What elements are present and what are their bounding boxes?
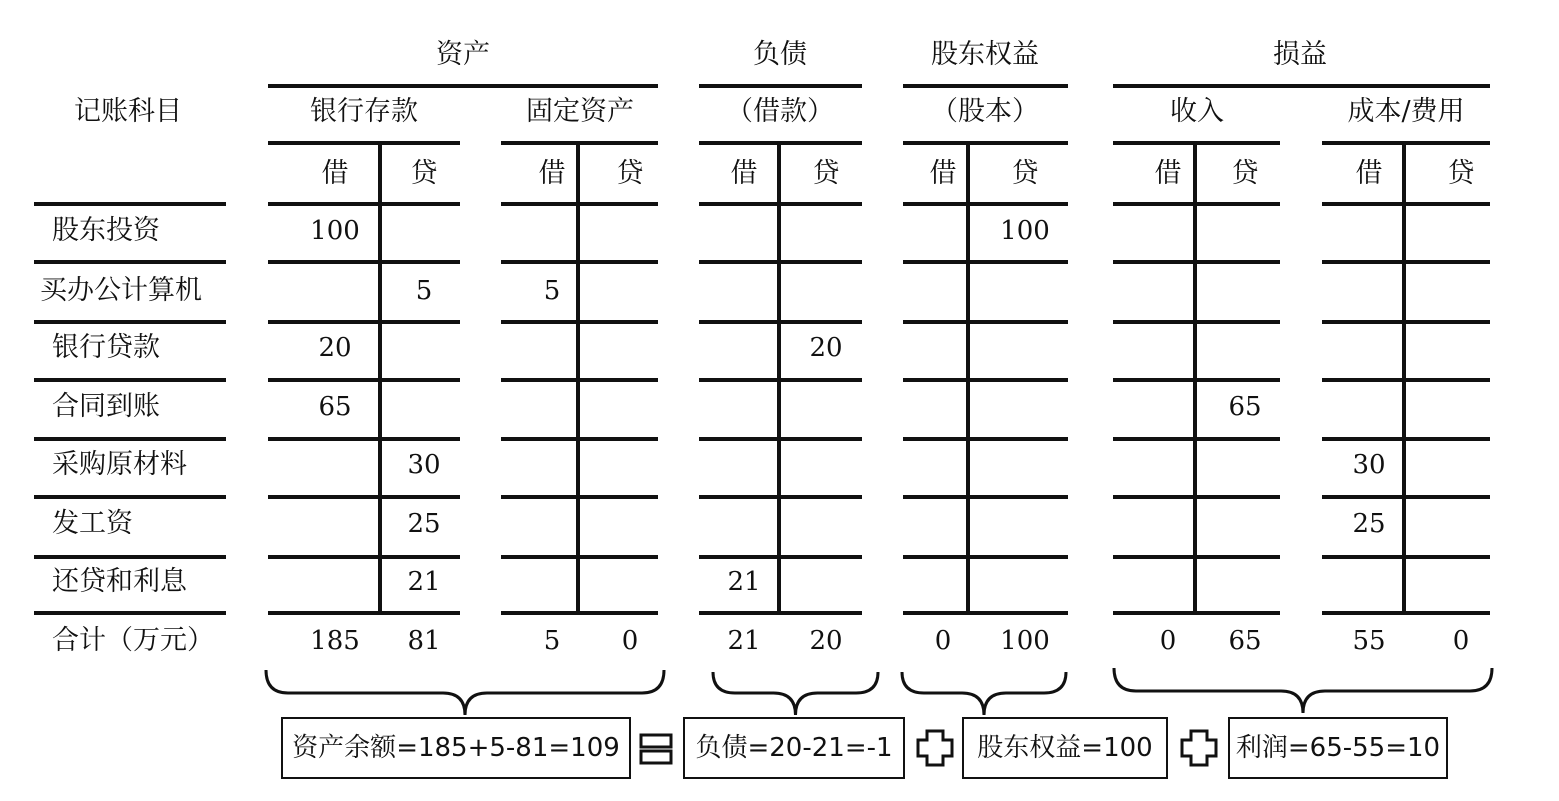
row-rule: [903, 260, 1068, 264]
row-rule: [903, 495, 1068, 499]
equation-box: [1228, 717, 1448, 779]
equation-label: 利润: [1235, 733, 1288, 763]
equation-formula: =100: [1081, 733, 1153, 763]
row-rule: [34, 202, 226, 206]
brace-equity: [902, 672, 1066, 715]
equals-icon: [641, 735, 671, 763]
total-value: 0: [1159, 626, 1177, 656]
cell-value: 25: [407, 509, 441, 539]
brace-liabilities: [713, 672, 878, 715]
row-rule: [1322, 260, 1490, 264]
debit-credit-divider: [576, 143, 580, 613]
cell-value: 20: [318, 333, 352, 363]
cell-value: 20: [809, 333, 843, 363]
sub-account-header: （股本）: [931, 96, 1039, 127]
debit-credit-divider: [777, 143, 781, 613]
equation-formula: =65-55=10: [1287, 733, 1441, 763]
row-rule: [34, 555, 226, 559]
row-rule: [268, 555, 460, 559]
row-rule: [903, 320, 1068, 324]
row-rule: [1322, 495, 1490, 499]
row-header-label: 记账科目: [74, 96, 182, 127]
row-rule: [268, 202, 460, 206]
totals-label: 合计（万元）: [52, 625, 214, 656]
group-rule-liabilities: [699, 84, 862, 88]
subheader-rule: [268, 141, 460, 145]
row-rule: [268, 320, 460, 324]
credit-header: 贷: [1447, 158, 1475, 189]
row-rule: [903, 437, 1068, 441]
debit-header: 借: [929, 158, 957, 189]
debit-header: 借: [321, 158, 349, 189]
row-rule: [34, 260, 226, 264]
debit-header: 借: [730, 158, 758, 189]
row-rule: [268, 495, 460, 499]
row-rule: [1322, 555, 1490, 559]
row-rule: [903, 555, 1068, 559]
row-rule: [34, 320, 226, 324]
sub-account-header: （借款）: [726, 96, 834, 127]
cell-value: 5: [415, 276, 433, 306]
row-rule: [903, 611, 1068, 615]
equation-box: [962, 717, 1168, 779]
equation-box: [683, 717, 905, 779]
row-label: 银行贷款: [52, 332, 160, 363]
cell-value: 30: [407, 450, 441, 480]
total-value: 20: [809, 626, 843, 656]
row-label: 股东投资: [52, 215, 160, 246]
plus-icon: [918, 731, 952, 765]
credit-header: 贷: [812, 158, 840, 189]
row-rule: [34, 611, 226, 615]
row-label: 买办公计算机: [40, 275, 202, 306]
cell-value: 65: [1228, 392, 1262, 422]
group-header: 资产: [436, 39, 490, 70]
sub-account-header: 成本/费用: [1347, 96, 1465, 127]
row-rule: [1322, 202, 1490, 206]
group-rule-equity: [903, 84, 1068, 88]
subheader-rule: [1322, 141, 1490, 145]
total-value: 0: [934, 626, 952, 656]
row-rule: [1322, 320, 1490, 324]
total-value: 185: [310, 626, 360, 656]
cell-value: 25: [1352, 509, 1386, 539]
total-value: 65: [1228, 626, 1262, 656]
row-label: 还贷和利息: [52, 566, 187, 597]
row-rule: [268, 378, 460, 382]
cell-value: 21: [407, 567, 441, 597]
debit-credit-divider: [378, 143, 382, 613]
credit-header: 贷: [410, 158, 438, 189]
credit-header: 贷: [1231, 158, 1259, 189]
debit-credit-divider: [966, 143, 970, 613]
equation-box: [281, 717, 631, 779]
total-value: 100: [1000, 626, 1050, 656]
sub-account-header: 收入: [1170, 96, 1224, 127]
row-rule: [1322, 378, 1490, 382]
cell-value: 5: [543, 276, 561, 306]
row-rule: [34, 495, 226, 499]
group-header: 股东权益: [931, 39, 1039, 70]
group-rule-assets: [268, 84, 658, 88]
equation-label: 负债: [695, 733, 748, 763]
cell-value: 21: [727, 567, 761, 597]
cell-value: 65: [318, 392, 352, 422]
debit-header: 借: [1154, 158, 1182, 189]
row-rule: [268, 611, 460, 615]
total-value: 21: [727, 626, 761, 656]
plus-icon: [1182, 731, 1216, 765]
row-label: 合同到账: [52, 391, 160, 422]
group-rule-pnl: [1113, 84, 1490, 88]
brace-assets: [266, 670, 664, 715]
debit-header: 借: [538, 158, 566, 189]
row-rule: [268, 437, 460, 441]
row-rule: [268, 260, 460, 264]
cell-value: 100: [310, 216, 360, 246]
row-rule: [1322, 611, 1490, 615]
sub-account-header: 银行存款: [310, 96, 418, 127]
row-label: 发工资: [52, 508, 133, 539]
debit-header: 借: [1355, 158, 1383, 189]
row-rule: [903, 378, 1068, 382]
group-header: 负债: [753, 39, 807, 70]
total-value: 0: [1452, 626, 1470, 656]
total-value: 81: [407, 626, 441, 656]
debit-credit-divider: [1402, 143, 1406, 613]
group-header: 损益: [1273, 39, 1327, 70]
row-rule: [34, 437, 226, 441]
equation-label: 资产余额: [292, 733, 397, 763]
cell-value: 30: [1352, 450, 1386, 480]
row-label: 采购原材料: [52, 449, 187, 480]
equation-formula: =185+5-81=109: [396, 733, 620, 763]
total-value: 5: [543, 626, 561, 656]
debit-credit-divider: [1193, 143, 1197, 613]
row-rule: [903, 202, 1068, 206]
subheader-rule: [903, 141, 1068, 145]
total-value: 55: [1352, 626, 1386, 656]
equation-label: 股东权益: [977, 733, 1082, 763]
total-value: 0: [621, 626, 639, 656]
row-rule: [1322, 437, 1490, 441]
brace-pnl: [1114, 668, 1492, 713]
sub-account-header: 固定资产: [526, 96, 634, 127]
equation-formula: =20-21=-1: [747, 733, 893, 763]
credit-header: 贷: [616, 158, 644, 189]
row-rule: [34, 378, 226, 382]
cell-value: 100: [1000, 216, 1050, 246]
credit-header: 贷: [1011, 158, 1039, 189]
